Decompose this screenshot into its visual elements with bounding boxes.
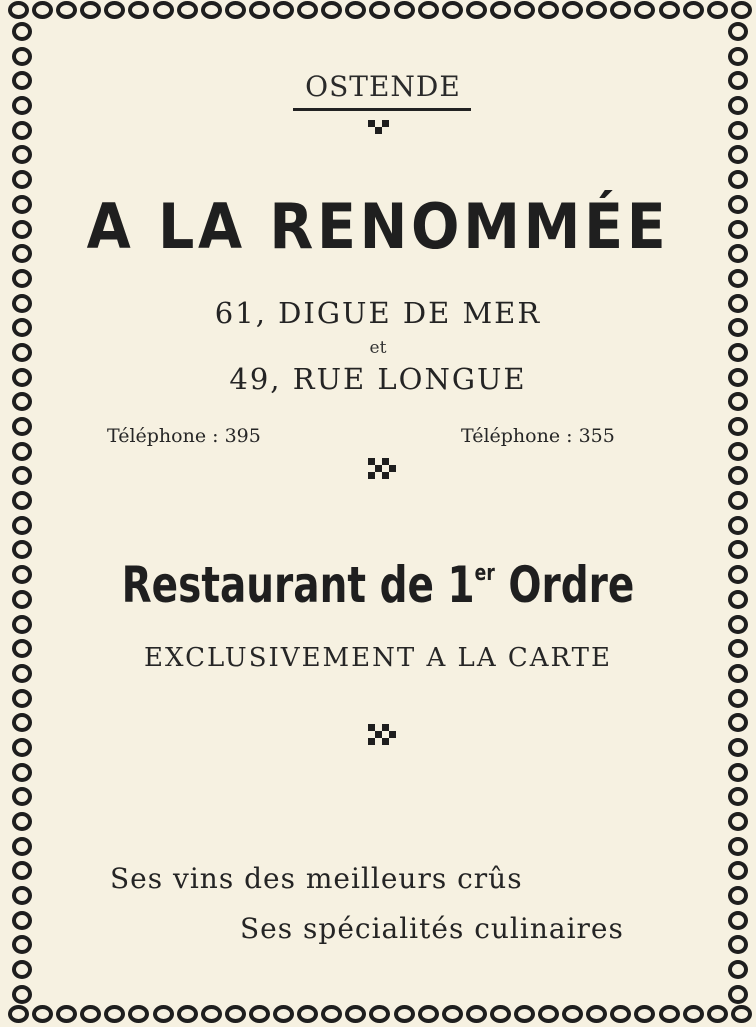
- chain-link: [12, 763, 32, 782]
- chain-link: [562, 1005, 583, 1023]
- chain-link: [728, 812, 748, 831]
- chain-link: [728, 787, 748, 806]
- chain-link: [12, 417, 32, 436]
- chain-link: [728, 615, 748, 634]
- chain-link: [466, 1005, 487, 1023]
- chain-link: [586, 1005, 607, 1023]
- chain-link: [225, 1, 246, 19]
- chain-link: [12, 935, 32, 954]
- chain-link: [728, 220, 748, 239]
- chain-link: [369, 1005, 390, 1023]
- chain-link: [728, 713, 748, 732]
- chain-link: [12, 491, 32, 510]
- chain-link: [249, 1, 270, 19]
- chain-link: [659, 1, 680, 19]
- chain-link: [273, 1005, 294, 1023]
- chain-link: [394, 1, 415, 19]
- tagline-specialties: Ses spécialités culinaires: [240, 912, 624, 945]
- ornament-checker-1: [368, 458, 396, 486]
- chain-link: [728, 47, 748, 66]
- address-connector: et: [369, 338, 387, 358]
- chain-link: [728, 861, 748, 880]
- chain-link: [12, 121, 32, 140]
- chain-link: [728, 960, 748, 979]
- chain-link: [728, 689, 748, 708]
- chain-link: [12, 96, 32, 115]
- chain-link: [12, 195, 32, 214]
- chain-link: [153, 1, 174, 19]
- chain-link: [683, 1, 704, 19]
- chain-link: [728, 763, 748, 782]
- chain-link: [12, 145, 32, 164]
- chain-link: [728, 145, 748, 164]
- chain-link: [12, 689, 32, 708]
- chain-link: [12, 960, 32, 979]
- chain-link: [104, 1005, 125, 1023]
- city-underline: [293, 108, 471, 111]
- chain-link: [728, 516, 748, 535]
- chain-link: [707, 1005, 728, 1023]
- chain-link: [12, 170, 32, 189]
- address-line-2: 49, RUE LONGUE: [229, 362, 527, 396]
- chain-link: [731, 1, 752, 19]
- chain-link: [707, 1, 728, 19]
- chain-link: [728, 417, 748, 436]
- chain-link: [225, 1005, 246, 1023]
- chain-link: [369, 1, 390, 19]
- chain-link: [514, 1, 535, 19]
- chain-link: [12, 71, 32, 90]
- ornament-small: [368, 120, 392, 136]
- chain-link: [56, 1005, 77, 1023]
- chain-link: [12, 516, 32, 535]
- restaurant-title-superscript: er: [474, 561, 495, 586]
- chain-link: [8, 1005, 29, 1023]
- chain-link: [538, 1, 559, 19]
- chain-link: [728, 71, 748, 90]
- chain-link: [728, 195, 748, 214]
- chain-link: [104, 1, 125, 19]
- chain-link: [80, 1, 101, 19]
- chain-link: [490, 1005, 511, 1023]
- chain-border-bottom: [8, 1005, 752, 1025]
- chain-link: [12, 269, 32, 288]
- restaurant-title: [83, 556, 673, 614]
- chain-link: [12, 590, 32, 609]
- chain-link: [153, 1005, 174, 1023]
- chain-link: [514, 1005, 535, 1023]
- chain-link: [683, 1005, 704, 1023]
- chain-link: [728, 886, 748, 905]
- chain-link: [12, 565, 32, 584]
- chain-link: [12, 837, 32, 856]
- chain-link: [12, 22, 32, 41]
- chain-link: [249, 1005, 270, 1023]
- chain-link: [345, 1005, 366, 1023]
- chain-link: [538, 1005, 559, 1023]
- chain-link: [728, 985, 748, 1004]
- chain-link: [728, 491, 748, 510]
- chain-link: [12, 220, 32, 239]
- chain-link: [610, 1, 631, 19]
- chain-link: [634, 1005, 655, 1023]
- chain-link: [12, 615, 32, 634]
- chain-link: [634, 1, 655, 19]
- chain-link: [12, 540, 32, 559]
- chain-link: [297, 1, 318, 19]
- chain-link: [728, 837, 748, 856]
- chain-link: [56, 1, 77, 19]
- chain-link: [177, 1005, 198, 1023]
- chain-link: [12, 466, 32, 485]
- chain-link: [12, 244, 32, 263]
- chain-link: [728, 170, 748, 189]
- chain-link: [128, 1005, 149, 1023]
- chain-link: [321, 1, 342, 19]
- chain-link: [659, 1005, 680, 1023]
- chain-link: [394, 1005, 415, 1023]
- chain-link: [728, 466, 748, 485]
- chain-link: [12, 442, 32, 461]
- chain-link: [12, 985, 32, 1004]
- address-line-1: 61, DIGUE DE MER: [214, 296, 542, 330]
- chain-link: [80, 1005, 101, 1023]
- chain-link: [728, 269, 748, 288]
- chain-link: [442, 1005, 463, 1023]
- city-heading: OSTENDE: [305, 70, 461, 103]
- chain-link: [728, 565, 748, 584]
- chain-link: [728, 22, 748, 41]
- chain-link: [12, 47, 32, 66]
- telephone-right: Téléphone : 355: [461, 425, 615, 447]
- telephone-left: Téléphone : 395: [107, 425, 261, 447]
- chain-link: [32, 1005, 53, 1023]
- chain-border-left: [10, 22, 34, 1004]
- chain-link: [490, 1, 511, 19]
- chain-link: [418, 1005, 439, 1023]
- chain-link: [12, 738, 32, 757]
- chain-link: [12, 713, 32, 732]
- chain-link: [728, 96, 748, 115]
- chain-link: [728, 540, 748, 559]
- chain-link: [728, 911, 748, 930]
- chain-link: [728, 121, 748, 140]
- chain-link: [12, 886, 32, 905]
- chain-link: [728, 935, 748, 954]
- chain-link: [12, 861, 32, 880]
- chain-link: [562, 1, 583, 19]
- chain-link: [177, 1, 198, 19]
- chain-border-right: [726, 22, 750, 1004]
- business-name: A LA RENOMMÉE: [86, 190, 670, 263]
- chain-link: [201, 1, 222, 19]
- chain-link: [12, 787, 32, 806]
- tagline-wines: Ses vins des meilleurs crûs: [110, 862, 523, 895]
- restaurant-title-end: Ordre: [494, 556, 635, 614]
- chain-link: [321, 1005, 342, 1023]
- chain-link: [8, 1, 29, 19]
- chain-link: [466, 1, 487, 19]
- chain-link: [728, 590, 748, 609]
- chain-link: [610, 1005, 631, 1023]
- chain-link: [418, 1, 439, 19]
- chain-border-top: [8, 1, 752, 21]
- restaurant-title-main: Restaurant de 1: [121, 556, 475, 614]
- restaurant-subtitle: EXCLUSIVEMENT A LA CARTE: [144, 643, 612, 673]
- chain-link: [442, 1, 463, 19]
- chain-link: [728, 442, 748, 461]
- chain-link: [12, 812, 32, 831]
- chain-link: [201, 1005, 222, 1023]
- chain-link: [731, 1005, 752, 1023]
- ornament-checker-2: [368, 724, 396, 752]
- chain-link: [273, 1, 294, 19]
- chain-link: [128, 1, 149, 19]
- chain-link: [728, 738, 748, 757]
- chain-link: [728, 244, 748, 263]
- chain-link: [586, 1, 607, 19]
- chain-link: [345, 1, 366, 19]
- chain-link: [32, 1, 53, 19]
- chain-link: [297, 1005, 318, 1023]
- chain-link: [12, 911, 32, 930]
